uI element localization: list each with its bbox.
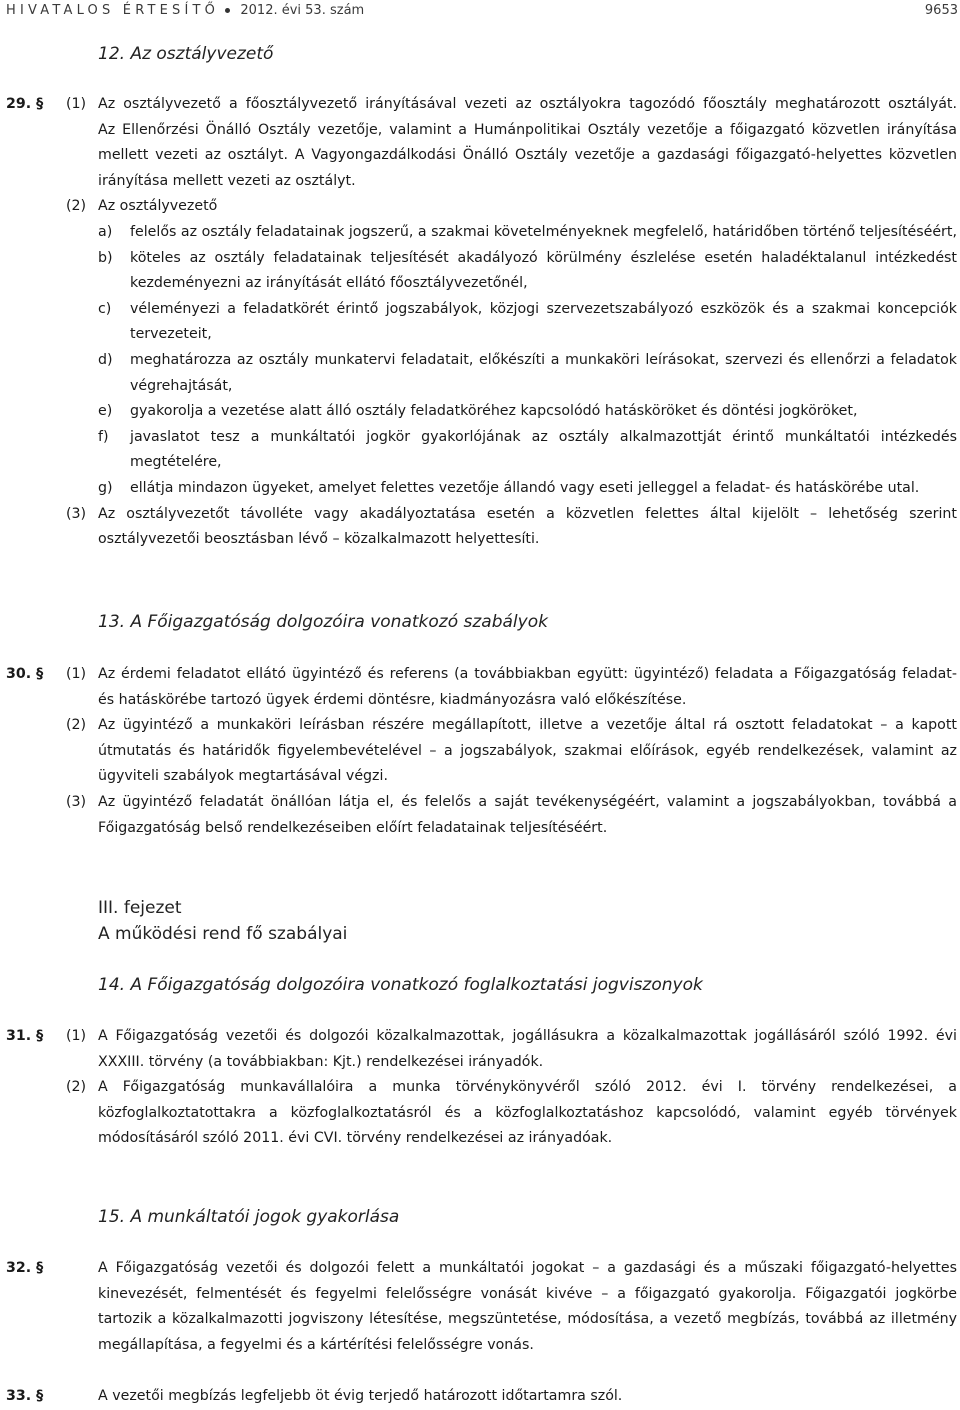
text-line-content: Az osztályvezető	[98, 198, 218, 215]
text-line	[0, 764, 960, 790]
text-line-content: megtételére,	[130, 454, 222, 471]
text-line	[0, 450, 960, 476]
text-line	[0, 790, 960, 816]
text-line	[0, 322, 960, 348]
text-line	[0, 118, 960, 144]
section-12-title: 12. Az osztályvezető	[98, 44, 274, 64]
header-left	[6, 0, 364, 24]
text-line	[0, 713, 960, 739]
text-line-content: ellátja mindazon ügyeket, amelyet felettes vezetője állandó vagy eseti jelleggel a feladat- és hatáskörébe utal.	[130, 479, 920, 496]
text-line	[0, 1075, 960, 1101]
paragraph-31	[0, 1024, 960, 1152]
paragraph-number: 29. §	[6, 96, 44, 112]
running-header	[6, 0, 960, 18]
text-line-content: útmutatás és határidők figyelembevételével – a jogszabályok, szakmai előírások, egyéb rendelkezések, valamint az	[98, 742, 957, 759]
item-label: a)	[98, 223, 113, 240]
text-line	[0, 271, 960, 297]
text-line	[0, 1101, 960, 1127]
text-line	[0, 1050, 960, 1076]
text-line	[0, 194, 960, 220]
text-line-content: javaslatot tesz a munkáltatói jogkör gyakorlójának az osztály alkalmazottját érintő munkáltatói intézkedés	[130, 428, 957, 445]
text-line-content: mellett vezeti az osztályt. A Vagyongazdálkodási Önálló Osztály vezetője a gazdasági főigazgató-helyettes közvetlen	[98, 147, 957, 164]
section-13-title: 13. A Főigazgatóság dolgozóira vonatkozó szabályok	[98, 612, 548, 632]
text-line-content: kezdeményezni az irányítását ellátó főosztályvezetőnél,	[130, 275, 528, 292]
text-line-content: kinevezését, felmentését és fegyelmi felelősségre vonását kivéve – a főigazgató gyakorolja. Főigazgatói jogkörbe	[98, 1285, 957, 1302]
paragraph-29	[0, 92, 960, 553]
text-line	[0, 527, 960, 553]
subparagraph-label: (2)	[66, 717, 87, 734]
item-label: b)	[98, 249, 113, 266]
item-label: g)	[98, 479, 113, 496]
text-line	[0, 662, 960, 688]
item-label: e)	[98, 403, 113, 420]
list-item	[0, 220, 960, 246]
text-line	[0, 92, 960, 118]
text-line-content: közfoglalkoztatottakra a közfoglalkoztatásról és a közfoglalkoztatáshoz kapcsolódó, valamint egyéb törvények	[98, 1104, 957, 1121]
paragraph-33	[0, 1384, 960, 1410]
item-label: f)	[98, 428, 109, 445]
text-line-content: Az érdemi feladatot ellátó ügyintéző és referens (a továbbiakban együtt: ügyintéző) feladata a Főigazgatóság feladat-	[98, 666, 957, 682]
list-item	[0, 425, 960, 451]
list-item	[0, 246, 960, 272]
text-line	[0, 1333, 960, 1359]
paragraph-30	[0, 662, 960, 841]
text-line-content: köteles az osztály feladatainak teljesítését akadályozó körülmény észlelése esetén haladéktalanul intézkedést	[130, 249, 957, 266]
text-line-content: A Főigazgatóság vezetői és dolgozói felett a munkáltatói jogokat – a gazdasági és a műszaki főigazgató-helyettes	[98, 1260, 957, 1276]
text-line-content: Az Ellenőrzési Önálló Osztály vezetője, valamint a Humánpolitikai Osztály vezetője a főigazgató közvetlen irányítása	[98, 121, 957, 138]
text-line-content: Az osztályvezetőt távolléte vagy akadályoztatása esetén a közvetlen felettes által kijelölt – lehetőség szerint	[98, 505, 957, 522]
list-item	[0, 476, 960, 502]
text-line-content: Főigazgatóság belső rendelkezéseiben előírt feladatainak teljesítéséért.	[98, 819, 608, 836]
text-line-content: meghatározza az osztály munkatervi feladatait, előkészíti a munkaköri leírásokat, szervezi és ellenőrzi a feladatok	[130, 351, 957, 368]
subparagraph-label: (1)	[66, 96, 87, 112]
subparagraph-label: (3)	[66, 793, 87, 810]
text-line-content: véleményezi a feladatkörét érintő jogszabályok, közjogi szervezetszabályozó eszközök és a szakmai koncepciók	[130, 300, 957, 317]
text-line-content: A Főigazgatóság munkavállalóira a munka törvénykönyvéről szóló 2012. évi I. törvény rendelkezései, a	[98, 1079, 957, 1096]
list-item	[0, 348, 960, 374]
text-line	[0, 1126, 960, 1152]
text-line	[0, 1282, 960, 1308]
text-line-content: tervezeteit,	[130, 326, 212, 343]
text-line	[0, 169, 960, 195]
text-line-content: Az osztályvezető a főosztályvezető irányításával vezeti az osztályokra tagozódó főosztály meghatározott osztályát.	[98, 96, 957, 112]
subparagraph-label: (1)	[66, 666, 87, 682]
subparagraph-label: (1)	[66, 1028, 87, 1044]
text-line-content: A vezetői megbízás legfeljebb öt évig terjedő határozott időtartamra szól.	[98, 1388, 623, 1404]
text-line-content: A Főigazgatóság vezetői és dolgozói közalkalmazottak, jogállásukra a közalkalmazottak jogállásáról szóló 1992. évi	[98, 1028, 957, 1044]
paragraph-32	[0, 1256, 960, 1358]
issue-label: 2012. évi 53. szám	[240, 3, 365, 18]
paragraph-number: 32. §	[6, 1260, 44, 1276]
subparagraph-label: (2)	[66, 198, 87, 215]
page-number: 9653	[924, 3, 958, 18]
chapter-label: III. fejezet	[98, 898, 182, 918]
text-line-content: tartozik a közalkalmazotti jogviszony létesítése, megszüntetése, módosítása, a vezető megbízás, továbbá az illetmény	[98, 1311, 957, 1328]
chapter-title: A működési rend fő szabályai	[98, 924, 348, 944]
text-line-content: felelős az osztály feladatainak jogszerű, a szakmai követelményeknek megfelelő, határidőben történő teljesítéséért,	[130, 223, 957, 240]
paragraph-number: 30. §	[6, 666, 44, 682]
subparagraph-label: (3)	[66, 505, 87, 522]
text-line-content: ügyviteli szabályok megtartásával végzi.	[98, 768, 388, 785]
subparagraph-label: (2)	[66, 1079, 87, 1096]
text-line	[0, 143, 960, 169]
text-line	[0, 739, 960, 765]
text-line-content: Az ügyintéző a munkaköri leírásban részére megállapított, illetve a vezetője által rá osztott feladatokat – a kapott	[98, 717, 957, 734]
text-line	[0, 502, 960, 528]
text-line-content: és hatáskörébe tartozó ügyek érdemi döntésre, kiadmányozásra való előkészítése.	[98, 691, 687, 708]
text-line	[0, 816, 960, 842]
text-line	[0, 1024, 960, 1050]
paragraph-number: 31. §	[6, 1028, 44, 1044]
text-line-content: megállapítása, a fegyelmi és a kártérítési felelősségre vonás.	[98, 1336, 534, 1353]
item-label: c)	[98, 300, 112, 317]
publication-title: HIVATALOS ÉRTESÍTŐ	[6, 3, 220, 18]
paragraph-number: 33. §	[6, 1388, 44, 1404]
text-line-content: gyakorolja a vezetése alatt álló osztály feladatköréhez kapcsolódó hatásköröket és döntési jogköröket,	[130, 403, 858, 420]
item-label: d)	[98, 351, 113, 368]
text-line-content: Az ügyintéző feladatát önállóan látja el, és felelős a saját tevékenységéért, valamint a jogszabályokban, továbbá a	[98, 793, 957, 810]
section-14-title: 14. A Főigazgatóság dolgozóira vonatkozó foglalkoztatási jogviszonyok	[98, 975, 703, 995]
text-line	[0, 374, 960, 400]
section-15-title: 15. A munkáltatói jogok gyakorlása	[98, 1207, 400, 1227]
text-line-content: irányítása mellett vezeti az osztályt.	[98, 172, 356, 189]
text-line	[0, 1384, 960, 1410]
list-item	[0, 297, 960, 323]
list-item	[0, 399, 960, 425]
text-line	[0, 1307, 960, 1333]
text-line-content: osztályvezetői beosztásban lévő – közalkalmazott helyettesíti.	[98, 531, 540, 548]
text-line	[0, 1256, 960, 1282]
text-line-content: módosításáról szóló 2011. évi CVI. törvény rendelkezései az irányadóak.	[98, 1130, 613, 1147]
text-line-content: XXXIII. törvény (a továbbiakban: Kjt.) rendelkezései irányadók.	[98, 1053, 544, 1070]
text-line-content: végrehajtását,	[130, 377, 233, 394]
text-line	[0, 688, 960, 714]
bullet-separator-icon	[225, 8, 230, 13]
